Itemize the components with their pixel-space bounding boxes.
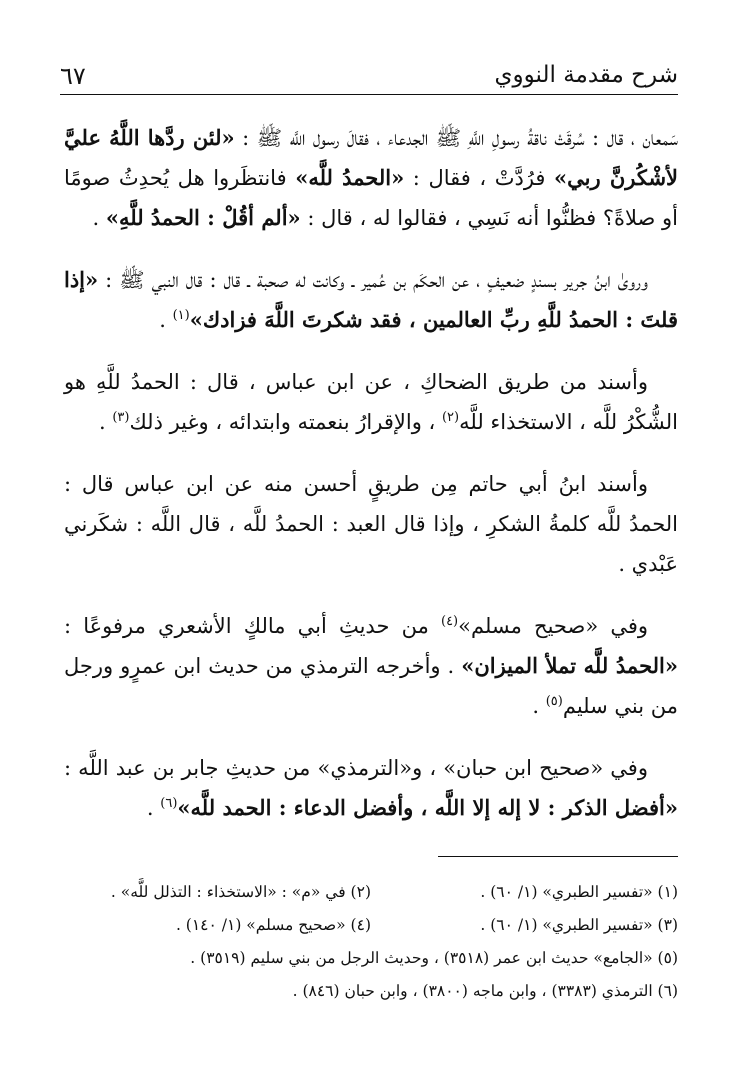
text-run: فرُدَّتْ ، فقال : xyxy=(404,166,555,190)
paragraph xyxy=(64,748,678,828)
paragraph xyxy=(64,118,678,238)
hadith-quote: «أفضل الذكر : لا إله إلا اللَّه ، وأفضل الدعاء : الحمد للَّه» xyxy=(177,795,678,820)
text-run: فانتظَروا هل يُحدِثُ صومًا أو صلاةً؟ فظنُّوا أنه نَسِي ، فقالوا له ، قال : xyxy=(64,166,678,230)
text-run: وفي «صحيح ابن حبان» ، و«الترمذي» من حديثِ جابر بن عبد اللَّه : xyxy=(64,756,648,780)
footnote-ref: (١) xyxy=(172,308,190,323)
footnote-ref: (٥) xyxy=(545,694,563,709)
text-run: . وأخرجه الترمذي من حديث ابن عمرٍو ورجل من بني سليم xyxy=(64,654,678,718)
text-run: وأسند من طريق الضحاكِ ، عن ابن عباس ، قال : الحمدُ للَّهِ هو الشُّكْرُ للَّه ، الاستخذاء للَّه xyxy=(64,370,678,434)
page-header xyxy=(60,58,678,95)
paragraph xyxy=(64,260,678,340)
footnote-row xyxy=(64,909,678,942)
footnote-6: (٦) الترمذي (٣٣٨٣) ، وابن ماجه (٣٨٠٠) ، وابن حبان (٨٤٦) . xyxy=(292,982,678,1000)
hadith-quote: «لئن ردَّها اللَّهُ عليَّ لأشْكُرنَّ ربي» xyxy=(64,125,679,190)
text-run: وروىٰ ابنُ جرير بسندٍ ضعيفٍ ، عن الحكَم بن عُمير ـ وكانت له صحبة ـ قال : قال النبي ﷺ : xyxy=(98,268,648,292)
footnote-row xyxy=(64,876,678,909)
paragraph xyxy=(64,606,678,726)
footnote-3: (٣) «تفسير الطبري» (١/ ٦٠) . xyxy=(480,916,678,934)
text-run: . xyxy=(92,206,106,230)
hadith-quote: «إذا قلتَ : الحمدُ للَّهِ ربِّ العالمين ، فقد شكرتَ اللَّهَ فزادك» xyxy=(64,267,678,332)
footnote-2: (٢) في «م» : «الاستخذاء : التذلل للَّه» . xyxy=(110,883,371,901)
footnote-ref: (٤) xyxy=(440,614,459,629)
footnote-ref: (٢) xyxy=(441,410,460,425)
footnotes xyxy=(64,876,678,1008)
text-run: . xyxy=(98,410,113,434)
text-run: سَمعان ، قال : سُرقَتْ ناقةُ رسولِ اللَّهِ ﷺ الجدعاء ، فقالَ رسول اللَّه ﷺ : xyxy=(234,126,678,150)
hadith-quote: «ألم أقُلْ : الحمدُ للَّهِ» xyxy=(105,205,301,230)
text-run: . xyxy=(146,796,161,820)
running-title: شرح مقدمة النووي xyxy=(494,62,678,88)
text-run: من حديثِ أبي مالكٍ الأشعري مرفوعًا : xyxy=(64,614,441,638)
footnote-4: (٤) «صحيح مسلم» (١/ ١٤٠) . xyxy=(175,916,371,934)
text-run: . xyxy=(532,694,546,718)
body-text xyxy=(64,118,678,850)
footnote-ref: (٦) xyxy=(160,796,178,811)
text-run: وأسند ابنُ أبي حاتم مِن طريقٍ أحسن منه عن ابن عباس قال : الحمدُ للَّه كلمةُ الشكرِ ، وإذا قال العبد : الحمدُ للَّه ، قال اللَّه : شكَرني عَبْدي . xyxy=(64,472,678,576)
footnote-1: (١) «تفسير الطبري» (١/ ٦٠) . xyxy=(480,883,678,901)
text-run: وفي «صحيح مسلم» xyxy=(458,614,648,638)
text-run: ، والإقرارُ بنعمته وابتدائه ، وغير ذلك xyxy=(129,410,442,434)
text-run: . xyxy=(159,308,173,332)
paragraph xyxy=(64,464,678,584)
hadith-quote: «الحمدُ للَّه» xyxy=(295,165,405,190)
paragraph xyxy=(64,362,678,442)
hadith-quote: «الحمدُ للَّه تملأ الميزان» xyxy=(461,653,678,678)
footnote-5: (٥) «الجامع» حديث ابن عمر (٣٥١٨) ، وحديث الرجل من بني سليم (٣٥١٩) . xyxy=(190,949,678,967)
footnote-separator xyxy=(438,856,678,857)
page-number: ٦٧ xyxy=(60,62,86,90)
footnote-ref: (٣) xyxy=(112,410,130,425)
